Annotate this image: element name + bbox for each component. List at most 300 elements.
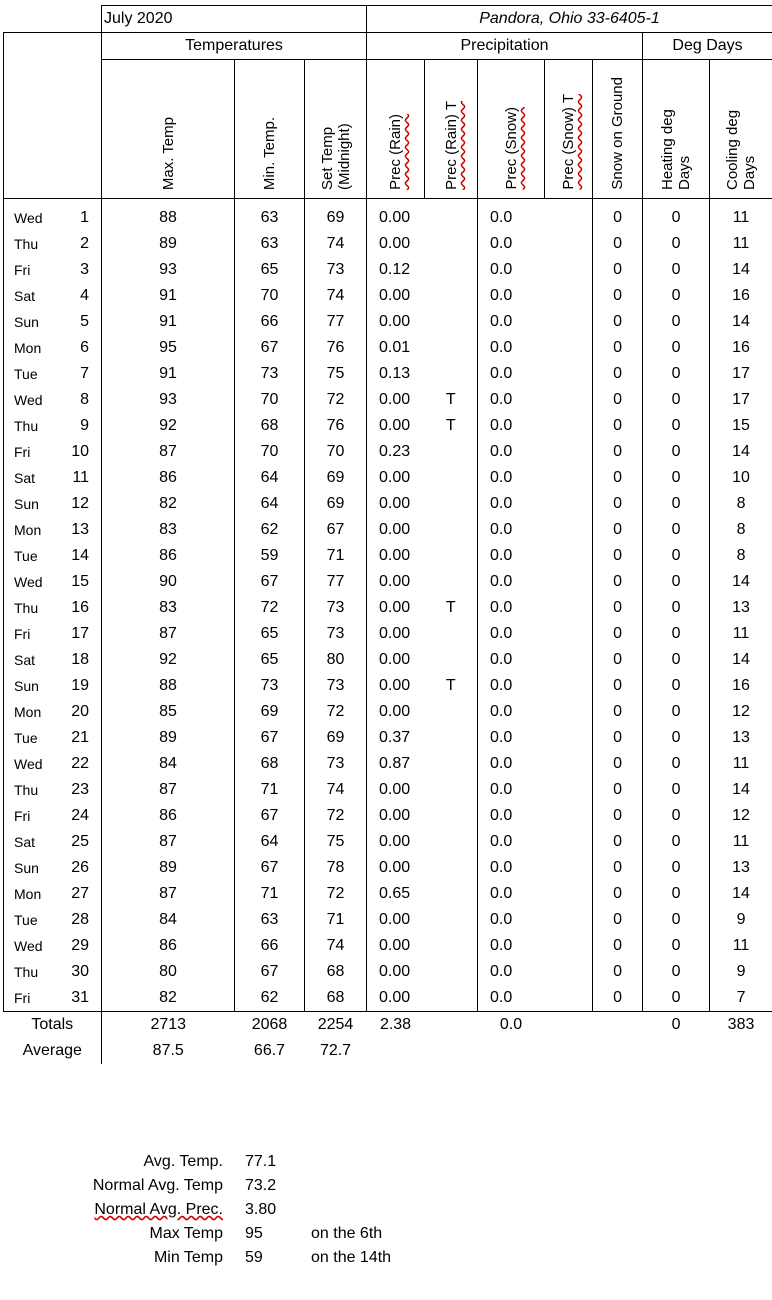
cell-min-temp: 73 (235, 361, 305, 387)
cell-set-temp: 75 (305, 829, 367, 855)
cell-prec-rain-t (425, 309, 478, 335)
totals-label: Totals (4, 1012, 102, 1039)
cell-prec-rain-t (425, 881, 478, 907)
cell-prec-rain: 0.01 (367, 335, 425, 361)
weekday: Fri (14, 626, 31, 642)
cell-prec-rain: 0.00 (367, 543, 425, 569)
cell-min-temp: 73 (235, 673, 305, 699)
weekday: Fri (14, 808, 31, 824)
cell-set-temp: 74 (305, 933, 367, 959)
cell-max-temp: 89 (102, 231, 235, 257)
cell-prec-snow-t (545, 829, 593, 855)
cell-cooling: 9 (710, 959, 772, 985)
cell-prec-snow-t (545, 335, 593, 361)
cell-set-temp: 69 (305, 465, 367, 491)
day-number: 23 (71, 781, 89, 798)
summary-value: 3.80 (245, 1201, 277, 1218)
cell-cooling: 7 (710, 985, 772, 1012)
cell-min-temp: 67 (235, 959, 305, 985)
day-number: 9 (80, 417, 89, 434)
summary-block (3, 1153, 763, 1273)
cell-max-temp: 92 (102, 647, 235, 673)
cell-prec-snow-t (545, 199, 593, 232)
cell-cooling: 14 (710, 647, 772, 673)
cell-set-temp: 73 (305, 257, 367, 283)
table-row (4, 309, 772, 335)
cell-min-temp: 66 (235, 933, 305, 959)
cell-snow-ground: 0 (593, 387, 643, 413)
cell-set-temp: 75 (305, 361, 367, 387)
cell-prec-rain-t (425, 829, 478, 855)
cell-set-temp: 71 (305, 543, 367, 569)
cell-set-temp: 73 (305, 621, 367, 647)
cell-prec-rain: 0.00 (367, 517, 425, 543)
cell-max-temp: 88 (102, 199, 235, 232)
cell-max-temp: 87 (102, 829, 235, 855)
cell-max-temp: 90 (102, 569, 235, 595)
cell-max-temp: 83 (102, 517, 235, 543)
cell-min-temp: 68 (235, 413, 305, 439)
col-heating: Heating deg Days (659, 109, 694, 190)
summary-label: Min Temp (153, 1249, 223, 1266)
weekday: Thu (14, 418, 39, 434)
cell-prec-snow-t (545, 413, 593, 439)
cell-prec-snow-t (545, 543, 593, 569)
cell-prec-rain: 0.00 (367, 855, 425, 881)
cell-prec-snow: 0.0 (478, 413, 545, 439)
day-number: 10 (71, 443, 89, 460)
cell-prec-rain: 0.00 (367, 933, 425, 959)
cell-prec-snow-t (545, 881, 593, 907)
table-row (4, 335, 772, 361)
cell-heating: 0 (643, 413, 710, 439)
cell-max-temp: 92 (102, 413, 235, 439)
cell-heating: 0 (643, 595, 710, 621)
cell-max-temp: 91 (102, 283, 235, 309)
day-number: 19 (71, 677, 89, 694)
cell-prec-rain-t (425, 985, 478, 1012)
cell-cooling: 16 (710, 673, 772, 699)
cell-prec-snow-t (545, 309, 593, 335)
cell-prec-snow: 0.0 (478, 751, 545, 777)
average-row (4, 1038, 772, 1064)
cell-prec-rain: 0.00 (367, 465, 425, 491)
cell-prec-rain: 0.00 (367, 283, 425, 309)
cell-heating: 0 (643, 959, 710, 985)
cell-day (4, 231, 102, 257)
cell-set-temp: 67 (305, 517, 367, 543)
cell-prec-snow-t (545, 777, 593, 803)
weekday: Sun (14, 496, 39, 512)
cell-prec-snow: 0.0 (478, 335, 545, 361)
cell-min-temp: 71 (235, 777, 305, 803)
weekday: Thu (14, 600, 39, 616)
cell-prec-snow-t (545, 959, 593, 985)
cell-day (4, 933, 102, 959)
cell-prec-rain-t (425, 569, 478, 595)
cell-heating: 0 (643, 465, 710, 491)
cell-prec-snow: 0.0 (478, 309, 545, 335)
table-row (4, 777, 772, 803)
cell-prec-rain-t (425, 933, 478, 959)
day-number: 24 (71, 807, 89, 824)
cell-prec-rain-t (425, 257, 478, 283)
cell-prec-snow: 0.0 (478, 725, 545, 751)
cell-max-temp: 89 (102, 725, 235, 751)
totals-set: 2254 (317, 1016, 354, 1033)
cell-prec-rain: 0.00 (367, 569, 425, 595)
cell-cooling: 8 (710, 491, 772, 517)
cell-prec-snow: 0.0 (478, 517, 545, 543)
cell-day (4, 751, 102, 777)
cell-heating: 0 (643, 621, 710, 647)
totals-snow: 0.0 (499, 1016, 523, 1033)
day-number: 4 (80, 287, 89, 304)
cell-prec-rain-t (425, 777, 478, 803)
summary-value: 59 (245, 1249, 263, 1266)
weekday: Sun (14, 678, 39, 694)
totals-min: 2068 (251, 1016, 288, 1033)
cell-cooling: 11 (710, 751, 772, 777)
cell-min-temp: 67 (235, 803, 305, 829)
cell-prec-snow-t (545, 725, 593, 751)
table-row (4, 361, 772, 387)
day-number: 17 (71, 625, 89, 642)
cell-prec-rain-t (425, 439, 478, 465)
cell-prec-snow-t (545, 699, 593, 725)
summary-label: Avg. Temp. (143, 1153, 223, 1170)
cell-min-temp: 63 (235, 907, 305, 933)
cell-prec-rain: 0.00 (367, 387, 425, 413)
cell-max-temp: 84 (102, 751, 235, 777)
col-cooling: Cooling deg Days (724, 109, 759, 190)
weekday: Mon (14, 704, 42, 720)
cell-prec-snow: 0.0 (478, 361, 545, 387)
cell-snow-ground: 0 (593, 751, 643, 777)
cell-prec-snow: 0.0 (478, 569, 545, 595)
table-row (4, 699, 772, 725)
cell-max-temp: 87 (102, 881, 235, 907)
cell-snow-ground: 0 (593, 413, 643, 439)
cell-day (4, 595, 102, 621)
cell-min-temp: 71 (235, 881, 305, 907)
cell-heating: 0 (643, 231, 710, 257)
cell-heating: 0 (643, 907, 710, 933)
cell-prec-rain: 0.12 (367, 257, 425, 283)
cell-prec-rain-t: T (425, 595, 478, 621)
cell-min-temp: 69 (235, 699, 305, 725)
report-title: July 2020 (102, 6, 367, 33)
cell-prec-snow: 0.0 (478, 199, 545, 232)
cell-day (4, 959, 102, 985)
summary-value: 73.2 (245, 1177, 277, 1194)
climate-table (3, 5, 772, 1064)
cell-snow-ground: 0 (593, 283, 643, 309)
cell-set-temp: 78 (305, 855, 367, 881)
cell-max-temp: 89 (102, 855, 235, 881)
cell-heating: 0 (643, 257, 710, 283)
weekday: Fri (14, 990, 31, 1006)
cell-prec-snow: 0.0 (478, 985, 545, 1012)
day-number: 15 (71, 573, 89, 590)
day-number: 6 (80, 339, 89, 356)
cell-prec-snow: 0.0 (478, 803, 545, 829)
cell-set-temp: 74 (305, 777, 367, 803)
col-snow-ground: Snow on Ground (609, 77, 627, 190)
cell-prec-rain: 0.00 (367, 673, 425, 699)
summary-value: 77.1 (245, 1153, 277, 1170)
cell-prec-rain: 0.00 (367, 199, 425, 232)
cell-day (4, 699, 102, 725)
cell-cooling: 12 (710, 699, 772, 725)
cell-heating: 0 (643, 569, 710, 595)
cell-cooling: 12 (710, 803, 772, 829)
cell-min-temp: 62 (235, 985, 305, 1012)
cell-prec-rain-t (425, 621, 478, 647)
cell-prec-rain-t: T (425, 413, 478, 439)
cell-set-temp: 76 (305, 413, 367, 439)
summary-note: on the 6th (311, 1225, 383, 1242)
cell-prec-rain: 0.00 (367, 647, 425, 673)
cell-cooling: 16 (710, 283, 772, 309)
cell-day (4, 725, 102, 751)
cell-day (4, 517, 102, 543)
cell-cooling: 9 (710, 907, 772, 933)
cell-heating: 0 (643, 829, 710, 855)
cell-snow-ground: 0 (593, 465, 643, 491)
day-number: 22 (71, 755, 89, 772)
cell-snow-ground: 0 (593, 361, 643, 387)
table-row (4, 751, 772, 777)
cell-day (4, 907, 102, 933)
cell-heating: 0 (643, 283, 710, 309)
cell-prec-rain: 0.37 (367, 725, 425, 751)
cell-cooling: 10 (710, 465, 772, 491)
cell-prec-snow: 0.0 (478, 621, 545, 647)
cell-set-temp: 80 (305, 647, 367, 673)
summary-normal-avg-prec (3, 1201, 763, 1225)
weekday: Tue (14, 548, 38, 564)
cell-prec-snow: 0.0 (478, 231, 545, 257)
cell-prec-snow-t (545, 673, 593, 699)
cell-max-temp: 95 (102, 335, 235, 361)
cell-prec-rain-t (425, 647, 478, 673)
weekday: Sun (14, 860, 39, 876)
cell-max-temp: 86 (102, 543, 235, 569)
cell-min-temp: 64 (235, 491, 305, 517)
weekday: Sat (14, 288, 36, 304)
table-row (4, 517, 772, 543)
cell-snow-ground: 0 (593, 829, 643, 855)
cell-min-temp: 65 (235, 647, 305, 673)
table-row (4, 543, 772, 569)
weekday: Tue (14, 730, 38, 746)
cell-cooling: 14 (710, 777, 772, 803)
cell-min-temp: 62 (235, 517, 305, 543)
day-number: 1 (80, 209, 89, 226)
cell-prec-rain-t (425, 199, 478, 232)
cell-max-temp: 91 (102, 309, 235, 335)
cell-prec-snow: 0.0 (478, 439, 545, 465)
cell-day (4, 387, 102, 413)
weekday: Sat (14, 834, 36, 850)
cell-prec-snow: 0.0 (478, 699, 545, 725)
cell-prec-snow-t (545, 647, 593, 673)
cell-heating: 0 (643, 777, 710, 803)
totals-rain: 2.38 (379, 1016, 412, 1033)
col-set-temp: Set Temp (Midnight) (318, 123, 353, 190)
cell-snow-ground: 0 (593, 673, 643, 699)
cell-set-temp: 77 (305, 569, 367, 595)
cell-day (4, 335, 102, 361)
cell-prec-rain-t (425, 803, 478, 829)
cell-max-temp: 87 (102, 621, 235, 647)
cell-cooling: 17 (710, 387, 772, 413)
col-prec-snow: Prec (Snow) (502, 107, 520, 190)
cell-set-temp: 71 (305, 907, 367, 933)
cell-prec-rain: 0.23 (367, 439, 425, 465)
summary-note: on the 14th (311, 1249, 392, 1266)
cell-prec-snow-t (545, 621, 593, 647)
cell-max-temp: 82 (102, 985, 235, 1012)
cell-heating: 0 (643, 881, 710, 907)
summary-label: Max Temp (149, 1225, 223, 1242)
cell-snow-ground: 0 (593, 257, 643, 283)
cell-cooling: 8 (710, 517, 772, 543)
summary-avg-temp (3, 1153, 763, 1177)
cell-prec-snow: 0.0 (478, 647, 545, 673)
average-max: 87.5 (152, 1042, 184, 1059)
cell-prec-snow-t (545, 517, 593, 543)
cell-min-temp: 65 (235, 621, 305, 647)
col-prec-rain: Prec (Rain) (387, 114, 405, 190)
cell-cooling: 14 (710, 439, 772, 465)
cell-day (4, 257, 102, 283)
cell-min-temp: 67 (235, 335, 305, 361)
cell-prec-snow-t (545, 985, 593, 1012)
cell-prec-rain: 0.00 (367, 309, 425, 335)
cell-heating: 0 (643, 855, 710, 881)
cell-day (4, 803, 102, 829)
cell-heating: 0 (643, 543, 710, 569)
weekday: Thu (14, 964, 39, 980)
cell-prec-snow: 0.0 (478, 283, 545, 309)
cell-set-temp: 77 (305, 309, 367, 335)
totals-heat: 0 (671, 1016, 681, 1033)
day-number: 25 (71, 833, 89, 850)
cell-min-temp: 64 (235, 465, 305, 491)
cell-heating: 0 (643, 199, 710, 232)
cell-snow-ground: 0 (593, 933, 643, 959)
day-number: 8 (80, 391, 89, 408)
weekday: Sat (14, 652, 36, 668)
cell-prec-snow-t (545, 439, 593, 465)
table-row (4, 985, 772, 1012)
table-row (4, 413, 772, 439)
cell-prec-rain-t (425, 751, 478, 777)
cell-cooling: 16 (710, 335, 772, 361)
cell-prec-rain-t (425, 517, 478, 543)
cell-set-temp: 76 (305, 335, 367, 361)
cell-max-temp: 87 (102, 777, 235, 803)
table-row (4, 621, 772, 647)
cell-prec-snow: 0.0 (478, 959, 545, 985)
summary-label: Normal Avg. Prec. (94, 1201, 223, 1218)
cell-snow-ground: 0 (593, 985, 643, 1012)
cell-day (4, 361, 102, 387)
day-number: 7 (80, 365, 89, 382)
cell-prec-snow-t (545, 361, 593, 387)
cell-heating: 0 (643, 933, 710, 959)
cell-cooling: 13 (710, 725, 772, 751)
table-row (4, 387, 772, 413)
table-row (4, 569, 772, 595)
cell-day (4, 309, 102, 335)
weekday: Thu (14, 782, 39, 798)
cell-max-temp: 82 (102, 491, 235, 517)
cell-heating: 0 (643, 361, 710, 387)
cell-snow-ground: 0 (593, 309, 643, 335)
cell-cooling: 14 (710, 309, 772, 335)
table-row (4, 673, 772, 699)
cell-snow-ground: 0 (593, 517, 643, 543)
cell-set-temp: 70 (305, 439, 367, 465)
cell-prec-rain: 0.00 (367, 985, 425, 1012)
summary-normal-avg-temp (3, 1177, 763, 1201)
table-row (4, 855, 772, 881)
cell-set-temp: 68 (305, 959, 367, 985)
group-degdays: Deg Days (643, 33, 772, 60)
table-row (4, 465, 772, 491)
table-row (4, 647, 772, 673)
day-number: 12 (71, 495, 89, 512)
day-number: 27 (71, 885, 89, 902)
cell-cooling: 13 (710, 595, 772, 621)
cell-cooling: 17 (710, 361, 772, 387)
summary-value: 95 (245, 1225, 263, 1242)
cell-day (4, 673, 102, 699)
day-number: 20 (71, 703, 89, 720)
cell-set-temp: 72 (305, 881, 367, 907)
weekday: Fri (14, 262, 31, 278)
cell-day (4, 647, 102, 673)
cell-min-temp: 63 (235, 231, 305, 257)
cell-day (4, 543, 102, 569)
cell-max-temp: 93 (102, 387, 235, 413)
day-number: 13 (71, 521, 89, 538)
day-number: 21 (71, 729, 89, 746)
cell-prec-snow-t (545, 855, 593, 881)
cell-min-temp: 64 (235, 829, 305, 855)
cell-prec-snow: 0.0 (478, 933, 545, 959)
cell-min-temp: 59 (235, 543, 305, 569)
table-row (4, 959, 772, 985)
cell-day (4, 829, 102, 855)
cell-cooling: 11 (710, 933, 772, 959)
climate-report (3, 5, 772, 1266)
weekday: Thu (14, 236, 39, 252)
cell-snow-ground: 0 (593, 959, 643, 985)
weekday: Wed (14, 210, 43, 226)
cell-prec-snow-t (545, 595, 593, 621)
table-row (4, 283, 772, 309)
cell-snow-ground: 0 (593, 855, 643, 881)
cell-cooling: 14 (710, 569, 772, 595)
cell-set-temp: 74 (305, 283, 367, 309)
cell-heating: 0 (643, 673, 710, 699)
cell-set-temp: 72 (305, 699, 367, 725)
cell-day (4, 199, 102, 232)
